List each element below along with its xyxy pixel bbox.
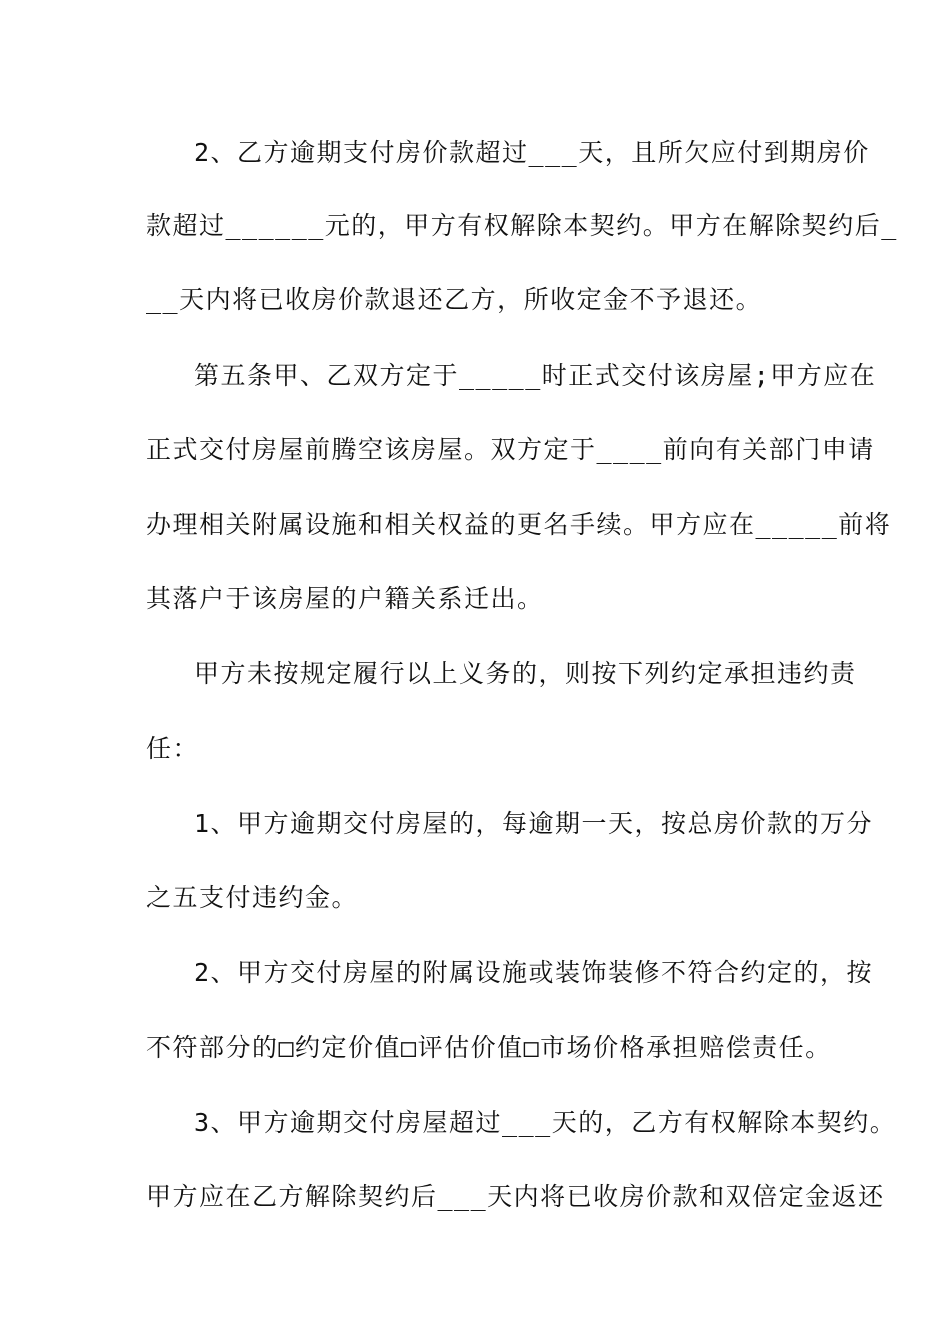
text-line: 甲方未按规定履行以上义务的，则按下列约定承担违约责 bbox=[194, 659, 857, 688]
text-line: 甲方应在乙方解除契约后___天内将已收房价款和双倍定金返还 bbox=[146, 1182, 885, 1211]
text-line: 任： bbox=[146, 734, 200, 763]
text-line: __天内将已收房价款退还乙方，所收定金不予退还。 bbox=[146, 285, 763, 314]
text-line: 1、甲方逾期交付房屋的，每逾期一天，按总房价款的万分 bbox=[194, 809, 874, 838]
text-line: 不符部分的□约定价值□评估价值□市场价格承担赔偿责任。 bbox=[146, 1033, 832, 1062]
text-line: 办理相关附属设施和相关权益的更名手续。甲方应在_____前将 bbox=[146, 510, 892, 539]
text-line: 款超过______元的，甲方有权解除本契约。甲方在解除契约后_ bbox=[146, 211, 898, 240]
text-line: 正式交付房屋前腾空该房屋。双方定于____前向有关部门申请 bbox=[146, 435, 875, 464]
text-line: 2、甲方交付房屋的附属设施或装饰装修不符合约定的，按 bbox=[194, 958, 874, 987]
text-line: 其落户于该房屋的户籍关系迁出。 bbox=[146, 584, 544, 613]
text-line: 之五支付违约金。 bbox=[146, 883, 359, 912]
text-line: 3、甲方逾期交付房屋超过___天的，乙方有权解除本契约。 bbox=[194, 1108, 897, 1137]
text-line: 2、乙方逾期支付房价款超过___天，且所欠应付到期房价 bbox=[194, 138, 870, 167]
text-line: 第五条甲、乙双方定于_____时正式交付该房屋;甲方应在 bbox=[194, 361, 877, 390]
